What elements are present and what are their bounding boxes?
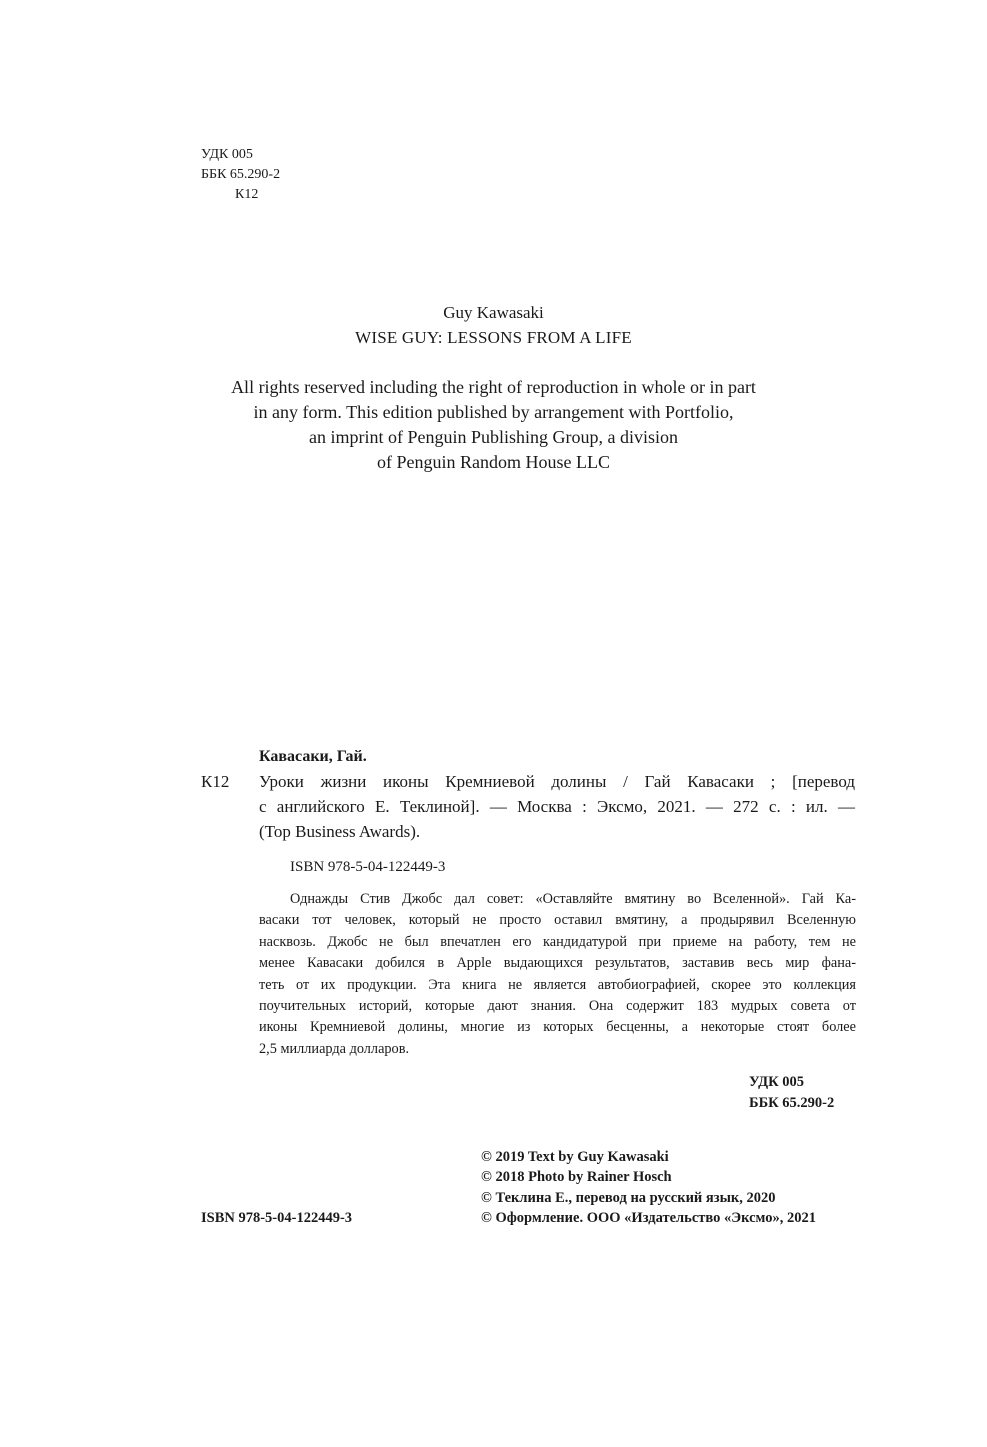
copyright-block xyxy=(481,1147,816,1228)
bbk-bold-code: ББК 65.290-2 xyxy=(749,1095,835,1111)
record-heading: Кавасаки, Гай. xyxy=(259,748,367,765)
annotation-line: Однажды Стив Джобс дал совет: «Оставляйте вмятину во Вселенной». Гай Ка- xyxy=(290,891,856,907)
annotation-line: теть от их продукции. Эта книга не является автобиографией, скорее это коллекция xyxy=(259,976,856,993)
description-line: с английского Е. Теклиной]. — Москва : Эксмо, 2021. — 272 с. : ил. — xyxy=(259,797,855,816)
annotation-line: иконы Кремниевой долины, многие из которых бесценны, а некоторые стоят более xyxy=(259,1019,856,1036)
rights-line: of Penguin Random House LLC xyxy=(377,452,610,472)
bbk-code: ББК 65.290-2 xyxy=(201,167,281,182)
rights-statement xyxy=(0,375,987,475)
annotation xyxy=(259,889,856,1060)
author-mark: К12 xyxy=(235,187,259,202)
annotation-line: насквозь. Джобс не был впечатлен его кандидатурой при приеме на работу, тем не xyxy=(259,933,856,950)
record-code: К12 xyxy=(201,772,230,791)
annotation-line: поучительных историй, которые дают знания. Она содержит 183 мудрых совета от xyxy=(259,998,856,1015)
description-line: Уроки жизни иконы Кремниевой долины / Гай Кавасаки ; [перевод xyxy=(259,772,855,791)
record-isbn: ISBN 978-5-04-122449-3 xyxy=(290,859,446,875)
udk-bbk-block xyxy=(749,1072,834,1114)
annotation-line: менее Кавасаки добился в Apple выдающихся результатов, заставив весь мир фана- xyxy=(259,955,856,972)
original-title: WISE GUY: LESSONS FROM A LIFE xyxy=(355,328,632,347)
description-line: (Top Business Awards). xyxy=(259,822,421,841)
classification-block xyxy=(201,145,280,205)
copyright-line: © 2019 Text by Guy Kawasaki xyxy=(481,1149,669,1165)
udk-bold-code: УДК 005 xyxy=(749,1074,805,1090)
record-description xyxy=(259,769,855,844)
rights-line: All rights reserved including the right of reproduction in whole or in part xyxy=(231,377,756,397)
annotation-line: 2,5 миллиарда долларов. xyxy=(259,1040,410,1057)
rights-line: in any form. This edition published by arrangement with Portfolio, xyxy=(253,402,734,422)
original-author: Guy Kawasaki xyxy=(443,303,544,322)
udk-code: УДК 005 xyxy=(201,147,253,162)
rights-line: an imprint of Penguin Publishing Group, a division xyxy=(309,427,678,447)
copyright-line: © Теклина Е., перевод на русский язык, 2020 xyxy=(481,1189,776,1206)
copyright-line: © Оформление. ООО «Издательство «Эксмо», 2021 xyxy=(481,1209,816,1226)
isbn-bottom: ISBN 978-5-04-122449-3 xyxy=(201,1210,353,1226)
annotation-line: васаки тот человек, который не просто оставил вмятину, а продырявил Вселенную xyxy=(259,912,856,929)
copyright-line: © 2018 Photo by Rainer Hosch xyxy=(481,1169,672,1186)
